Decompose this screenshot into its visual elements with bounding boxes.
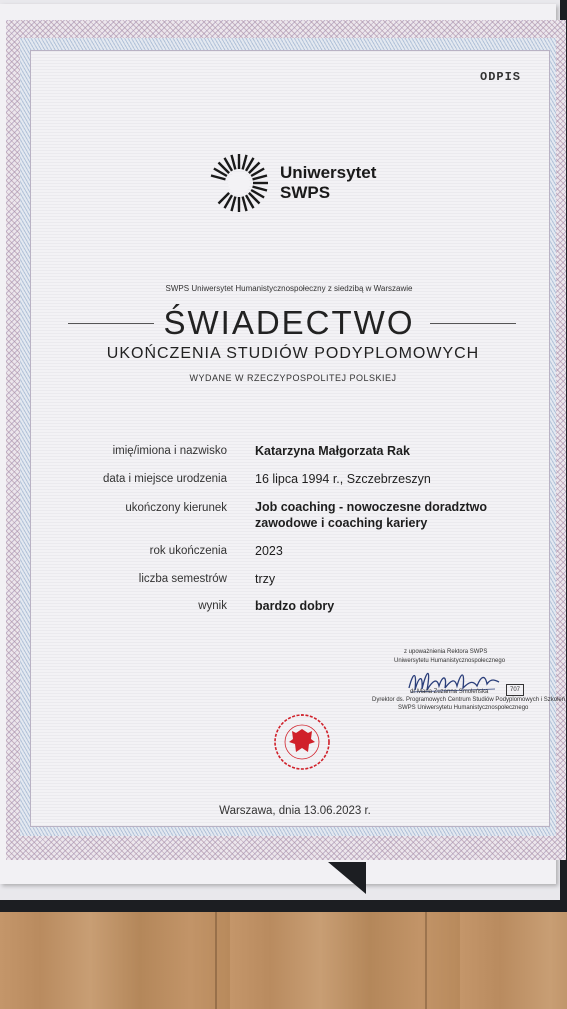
register-number-box: 707 [506,684,524,696]
authorization-note-2: Uniwersytetu Humanistycznospołecznego [394,658,506,664]
place-and-date: Warszawa, dnia 13.06.2023 r. [219,805,371,817]
field-value-semesters: trzy [255,572,276,586]
issuer-line: SWPS Uniwersytet Humanistycznospołeczny z siedzibą w Warszawie [165,284,413,293]
university-name-line1: Uniwersytet [280,163,377,182]
field-label-result: wynik [198,600,227,612]
document-subtitle: UKOŃCZENIA STUDIÓW PODYPLOMOWYCH [106,345,480,362]
field-value-program-line1: Job coaching - nowoczesne doradztwo [255,500,487,514]
field-value-birth: 16 lipca 1994 r., Szczebrzeszyn [255,472,431,486]
field-label-year: rok ukończenia [149,545,227,557]
university-logo-icon [208,152,270,214]
field-label-program: ukończony kierunek [125,502,227,514]
field-value-name: Katarzyna Małgorzata Rak [255,444,410,458]
field-value-year: 2023 [255,544,283,558]
field-label-birth: data i miejsce urodzenia [102,473,227,485]
document-title: ŚWIADECTWO [163,304,415,341]
university-wordmark [280,163,376,203]
signer-institution: SWPS Uniwersytetu Humanistycznospołecznego [398,705,529,711]
field-value-result: bardzo dobry [255,599,335,613]
folder-corner [328,862,366,894]
official-seal-stamp [272,712,332,772]
document-issued-in: WYDANE W RZECZYPOSPOLITEJ POLSKIEJ [189,373,397,383]
signer-name: dr Maria Zuzanna Smoleńska [410,689,489,695]
authorization-note: z upoważnienia Rektora SWPS [404,649,488,655]
field-value-program-line2: zawodowe i coaching kariery [255,516,428,530]
copy-stamp-label: ODPIS [480,70,522,84]
signer-role: Dyrektor ds. Programowych Centrum Studiów Podyplomowych i Szkoleń [372,697,566,703]
field-label-semesters: liczba semestrów [138,573,227,585]
field-label-name: imię/imiona i nazwisko [112,445,227,457]
university-name-line2: SWPS [280,183,331,202]
